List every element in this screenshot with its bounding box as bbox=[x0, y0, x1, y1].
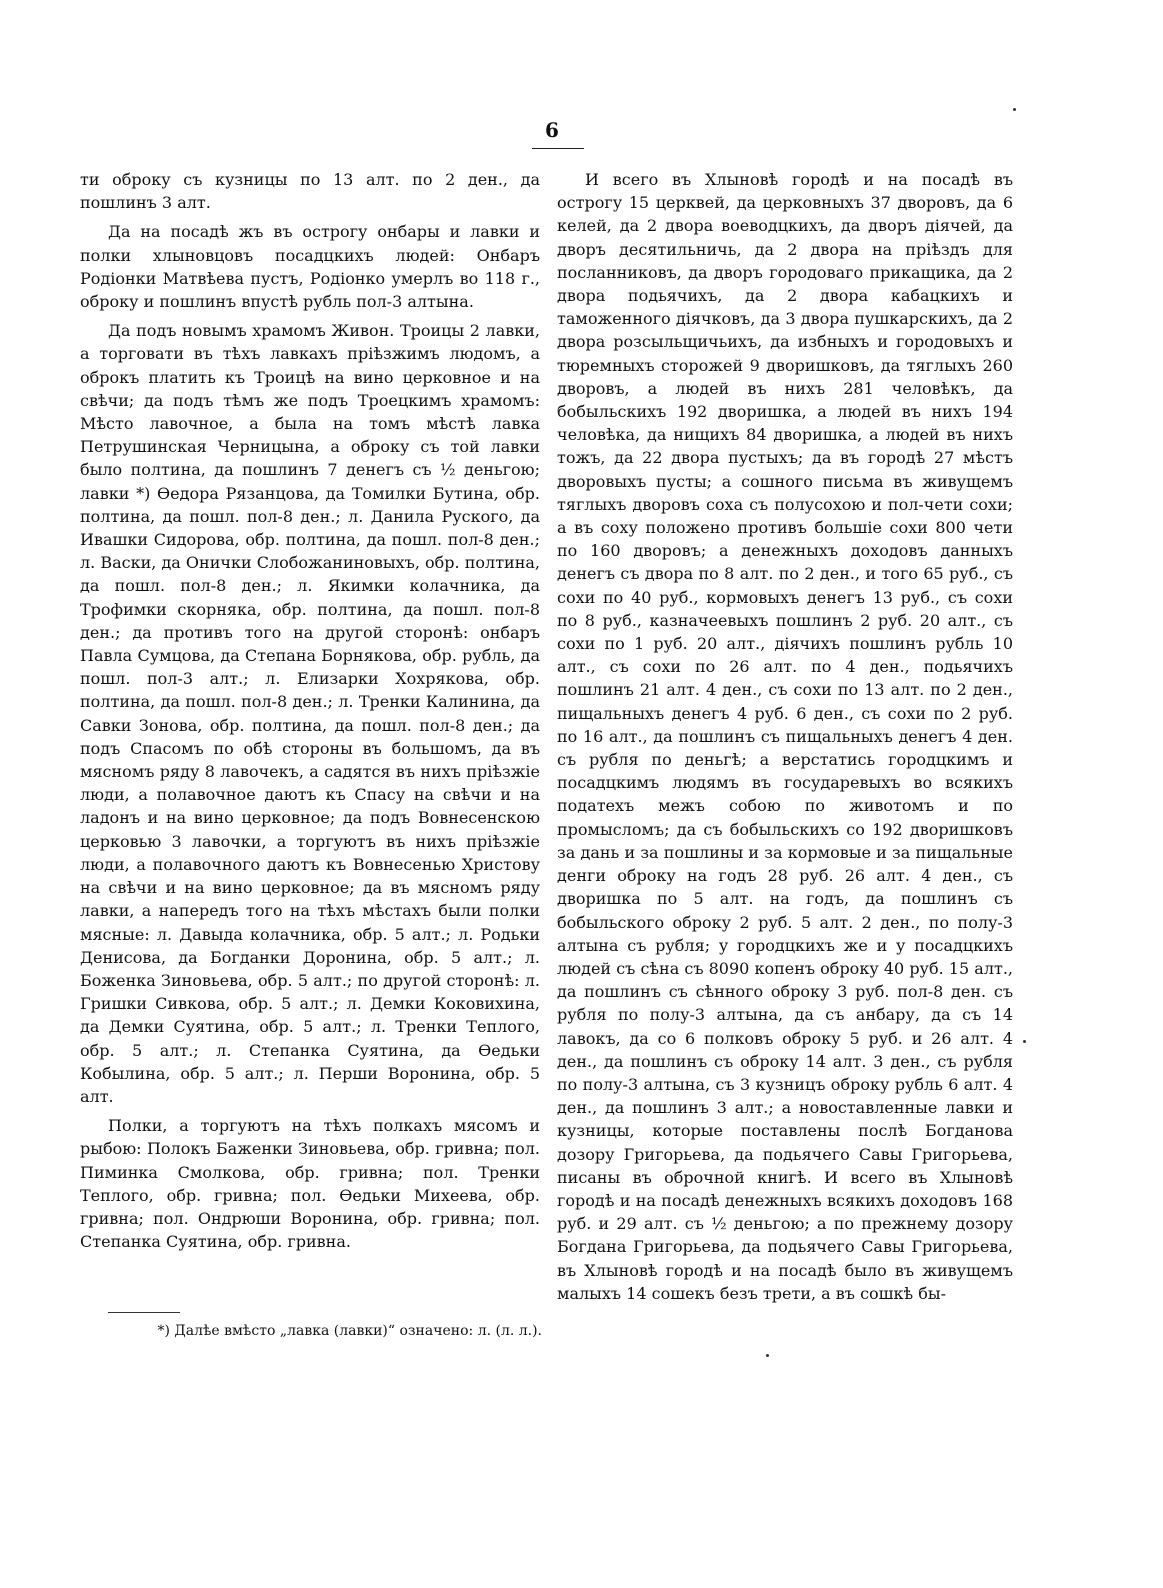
footnote: *) Далѣе вмѣсто „лавка (лавки)“ означено: л. (л. л.). bbox=[157, 1323, 542, 1339]
speck bbox=[1013, 108, 1016, 111]
speck bbox=[766, 1354, 769, 1357]
paragraph: И всего въ Хлыновѣ городѣ и на посадѣ въ острогу 15 церквей, да церковныхъ 37 дворовъ, да 6 келей, да 2 двора воеводцкихъ, да дворъ дiячей, да дворъ десятильничь, да 2 двора на пріѣздъ для посланниковъ, да дворъ городоваго прикащика, да 2 двора подьячихъ, да 2 двора кабацкихъ и таможенного дiячковъ, да 3 двора пушкарскихъ, да 2 двора розсыльщичьихъ, да избныхъ и городовыхъ и тюремныхъ сторожей 9 дворишковъ, да тяглыхъ 260 дворовъ, а людей въ нихъ 281 человѣкъ, да бобыльскихъ 192 дворишка, а людей въ нихъ 194 человѣка, да нищихъ 84 дворишка, а людей въ нихъ тожъ, да 22 двора пустыхъ; да въ городѣ 27 мѣстъ дворовыхъ пусты; а сошного письма въ живущемъ тяглыхъ дворовъ соха съ полусохою и пол-чети сохи; а въ соху положено противъ большіе сохи 800 чети по 160 дворовъ; а денежныхъ доходовъ данныхъ денегъ съ двора по 8 алт. по 2 ден., и того 65 руб., съ сохи по 40 руб., кормовыхъ денегъ 13 руб., съ сохи по 8 руб., казначеевыхъ пошлинъ 2 руб. 20 алт., съ сохи по 1 руб. 20 алт., дiячихъ пошлинъ рубль 10 алт., съ сохи по 26 алт. по 4 ден., подьячихъ пошлинъ 21 алт. 4 ден., съ сохи по 13 алт. по 2 ден., пищальныхъ денегъ 4 руб. 6 ден., съ сохи по 2 руб. по 16 алт., да пошлинъ съ пищальныхъ денегъ 4 ден. съ рубля по деньгѣ; а верстатись городцкимъ и посадцкимъ людямъ въ государевыхъ во всякихъ податехъ межъ собою по животомъ и по промысломъ; да съ бобыльскихъ со 192 дворишковъ за дань и за пошлины и за кормовые и за пищальные денги оброку на годъ 28 руб. 26 алт. 4 ден., съ дворишка по 5 алт. на годъ, да пошлинъ съ бобыльского оброку 2 руб. 5 алт. 2 ден., по полу-3 алтына съ рубля; у городцкихъ же и у посадцкихъ людей съ сѣна съ 8090 копенъ оброку 40 руб. 15 алт., да пошлинъ съ сѣнного оброку 3 руб. пол-8 ден. съ рубля по полу-3 алтына, да съ анбару, да съ 14 лавокъ, да со 6 полковъ оброку 5 руб. и 26 алт. 4 ден., да пошлинъ съ оброку 14 алт. 3 ден., съ рубля по полу-3 алтына, съ 3 кузницъ оброку рубль 6 алт. 4 ден., да пошлинъ 3 алт.; а новоставленные лавки и кузницы, которые поставлены послѣ Богданова дозору Григорьева, да подьячего Савы Григорьева, писаны въ оброчной книгѣ. И всего въ Хлыновѣ городѣ и на посадѣ денежныхъ всякихъ доходовъ 168 руб. и 29 алт. съ ½ деньгою; а по прежнему дозору Богдана Григорьева, да подьячего Савы Григорьева, въ Хлыновѣ городѣ и на посадѣ было въ живущемъ малыхъ 14 сошекъ безъ трети, а въ сошкѣ бы- bbox=[557, 170, 1013, 1303]
page-number: 6 bbox=[545, 118, 559, 142]
footnote-separator bbox=[108, 1312, 180, 1313]
page-number-rule bbox=[532, 148, 584, 149]
paragraph: Да на посадѣ жъ въ острогу онбары и лавки и полки хлыновцовъ посадцкихъ людей: Онбаръ Родіонки Матвѣева пустъ, Родіонко умерлъ во 118 г., оброку и пошлинъ впустѣ рубль пол-3 алтына. bbox=[80, 222, 540, 312]
left-column bbox=[80, 168, 540, 1253]
speck bbox=[1023, 1040, 1026, 1043]
paragraph: Полки, а торгуютъ на тѣхъ полкахъ мясомъ и рыбою: Полокъ Баженки Зиновьева, обр. гривна; пол. Пиминка Смолкова, обр. гривна; пол. Тренки Теплого, обр. гривна; пол. Ѳедьки Михеева, обр. гривна; пол. Ондрюши Воронина, обр. гривна; пол. Степанка Суятина, обр. гривна. bbox=[80, 1116, 540, 1252]
right-column bbox=[557, 168, 1013, 1305]
paragraph: Да подъ новымъ храмомъ Живон. Троицы 2 лавки, а торговати въ тѣхъ лавкахъ пріѣзжимъ людомъ, а оброкъ платить къ Троицѣ на вино церковное и на свѣчи; да подъ тѣмъ же подъ Троецкимъ храмомъ: Мѣсто лавочное, а была на томъ мѣстѣ лавка Петрушинская Черницына, а оброку съ той лавки было полтина, да пошлинъ 7 денегъ съ ½ деньгою; лавки *) Ѳедора Рязанцова, да Томилки Бутина, обр. полтина, да пошл. пол-8 ден.; л. Данила Руского, да Ивашки Сидорова, обр. полтина, да пошл. пол-8 ден.; л. Васки, да Онички Слобожаниновыхъ, обр. полтина, да пошл. пол-8 ден.; л. Якимки колачника, да Трофимки скорняка, обр. полтина, да пошл. пол-8 ден.; да противъ того на другой сторонѣ: онбаръ Павла Сумцова, да Степана Борнякова, обр. рубль, да пошл. пол-3 алт.; л. Елизарки Хохрякова, обр. полтина, да пошл. пол-8 ден.; л. Тренки Калинина, да Савки Зонова, обр. полтина, да пошл. пол-8 ден.; да подъ Спасомъ по обѣ стороны въ большомъ, да въ мясномъ ряду 8 лавочекъ, а садятся въ нихъ пріѣзжіе люди, а полавочное даютъ къ Спасу на свѣчи и на ладонъ и на вино церковное; да подъ Вовнесенскою церковью 3 лавочки, а торгуютъ въ нихъ пріѣзжіе люди, а полавочного даютъ къ Вовнесенью Христову на свѣчи и на вино церковное; да въ мясномъ ряду лавки, а напередъ того на тѣхъ мѣстахъ были полки мясные: л. Давыда колачника, обр. 5 алт.; л. Родьки Денисова, да Богданки Доронина, обр. 5 алт.; л. Боженка Зиновьева, обр. 5 алт.; по другой сторонѣ: л. Гришки Сивкова, обр. 5 алт.; л. Демки Коковихина, да Демки Суятина, обр. 5 алт.; л. Тренки Теплого, обр. 5 алт.; л. Степанка Суятина, да Ѳедьки Кобылина, обр. 5 алт.; л. Перши Воронина, обр. 5 алт. bbox=[80, 321, 540, 1106]
paragraph: ти оброку съ кузницы по 13 алт. по 2 ден., да пошлинъ 3 алт. bbox=[80, 170, 540, 213]
